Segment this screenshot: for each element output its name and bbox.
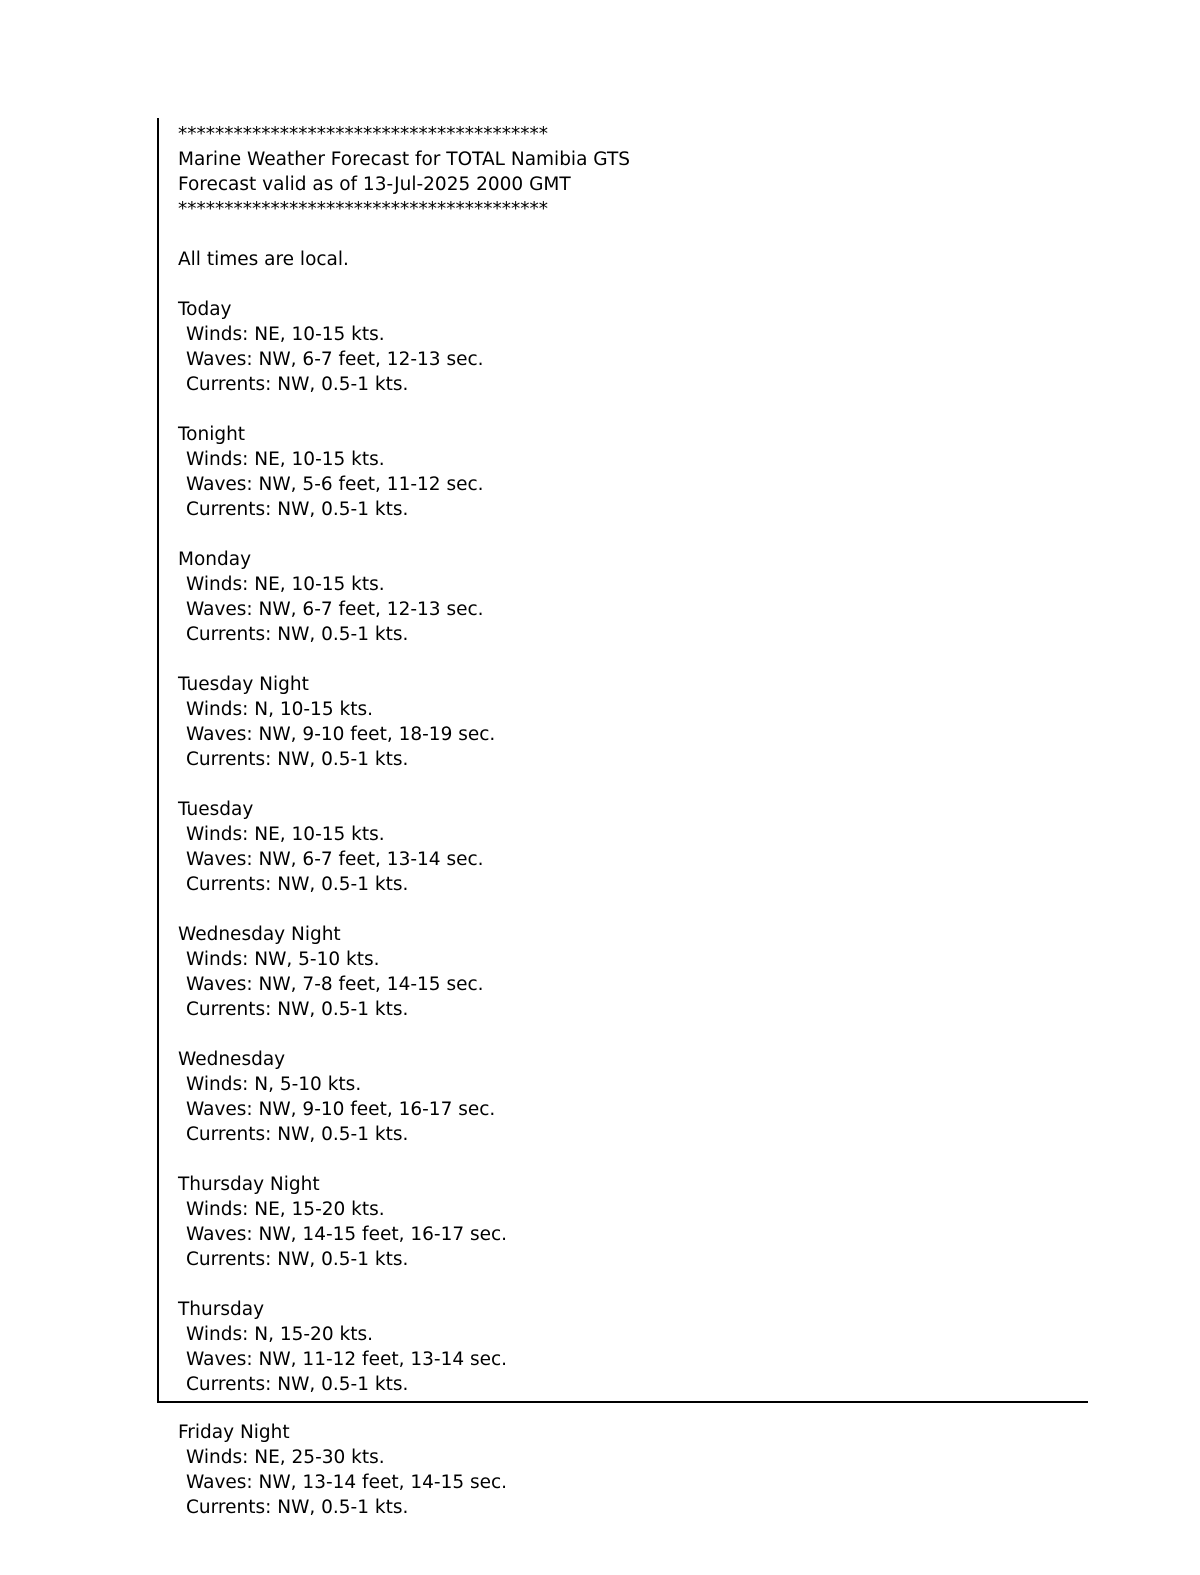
currents-line: Currents: NW, 0.5-1 kts. <box>186 1374 409 1395</box>
forecast-section-thursday-night <box>178 1172 1088 1272</box>
section-day-heading: Thursday <box>178 1299 265 1320</box>
winds-line: Winds: NW, 5-10 kts. <box>186 949 380 970</box>
currents-line: Currents: NW, 0.5-1 kts. <box>186 624 409 645</box>
forecast-bordered-box <box>157 118 1088 1403</box>
waves-line: Waves: NW, 13-14 feet, 14-15 sec. <box>186 1472 508 1493</box>
forecast-section-wednesday <box>178 1047 1088 1147</box>
winds-line: Winds: NE, 15-20 kts. <box>186 1199 385 1220</box>
section-day-heading: Wednesday <box>178 1049 286 1070</box>
forecast-section-tuesday-night <box>178 672 1088 772</box>
winds-line: Winds: NE, 10-15 kts. <box>186 824 385 845</box>
currents-line: Currents: NW, 0.5-1 kts. <box>186 1124 409 1145</box>
forecast-section-tuesday <box>178 797 1088 897</box>
forecast-section-wednesday-night <box>178 922 1088 1022</box>
forecast-section-monday <box>178 547 1088 647</box>
section-day-heading: Thursday Night <box>178 1174 320 1195</box>
winds-line: Winds: NE, 25-30 kts. <box>186 1447 385 1468</box>
waves-line: Waves: NW, 11-12 feet, 13-14 sec. <box>186 1349 508 1370</box>
forecast-section-friday-night <box>178 1420 507 1520</box>
waves-line: Waves: NW, 5-6 feet, 11-12 sec. <box>186 474 484 495</box>
waves-line: Waves: NW, 9-10 feet, 16-17 sec. <box>186 1099 496 1120</box>
section-day-heading: Wednesday Night <box>178 924 341 945</box>
winds-line: Winds: N, 15-20 kts. <box>186 1324 373 1345</box>
waves-line: Waves: NW, 7-8 feet, 14-15 sec. <box>186 974 484 995</box>
winds-line: Winds: N, 10-15 kts. <box>186 699 373 720</box>
forecast-title: Marine Weather Forecast for TOTAL Namibia GTS <box>178 149 631 170</box>
currents-line: Currents: NW, 0.5-1 kts. <box>186 1497 409 1518</box>
winds-line: Winds: NE, 10-15 kts. <box>186 324 385 345</box>
currents-line: Currents: NW, 0.5-1 kts. <box>186 1249 409 1270</box>
all-times-note: All times are local. <box>178 249 349 270</box>
waves-line: Waves: NW, 9-10 feet, 18-19 sec. <box>186 724 496 745</box>
winds-line: Winds: NE, 10-15 kts. <box>186 449 385 470</box>
section-day-heading: Tuesday <box>178 799 254 820</box>
waves-line: Waves: NW, 6-7 feet, 13-14 sec. <box>186 849 484 870</box>
waves-line: Waves: NW, 6-7 feet, 12-13 sec. <box>186 599 484 620</box>
divider-asterisks-bottom: **************************************** <box>178 199 548 220</box>
forecast-section-today <box>178 297 1088 397</box>
currents-line: Currents: NW, 0.5-1 kts. <box>186 374 409 395</box>
currents-line: Currents: NW, 0.5-1 kts. <box>186 999 409 1020</box>
forecast-section-tonight <box>178 422 1088 522</box>
currents-line: Currents: NW, 0.5-1 kts. <box>186 874 409 895</box>
divider-asterisks-top: **************************************** <box>178 124 548 145</box>
section-day-heading: Friday Night <box>178 1422 290 1443</box>
section-day-heading: Tuesday Night <box>178 674 309 695</box>
waves-line: Waves: NW, 14-15 feet, 16-17 sec. <box>186 1224 508 1245</box>
currents-line: Currents: NW, 0.5-1 kts. <box>186 499 409 520</box>
section-day-heading: Today <box>178 299 232 320</box>
winds-line: Winds: N, 5-10 kts. <box>186 1074 362 1095</box>
currents-line: Currents: NW, 0.5-1 kts. <box>186 749 409 770</box>
section-day-heading: Monday <box>178 549 252 570</box>
winds-line: Winds: NE, 10-15 kts. <box>186 574 385 595</box>
forecast-section-thursday <box>178 1297 1088 1397</box>
forecast-valid-line: Forecast valid as of 13-Jul-2025 2000 GMT <box>178 174 571 195</box>
waves-line: Waves: NW, 6-7 feet, 12-13 sec. <box>186 349 484 370</box>
section-day-heading: Tonight <box>178 424 246 445</box>
